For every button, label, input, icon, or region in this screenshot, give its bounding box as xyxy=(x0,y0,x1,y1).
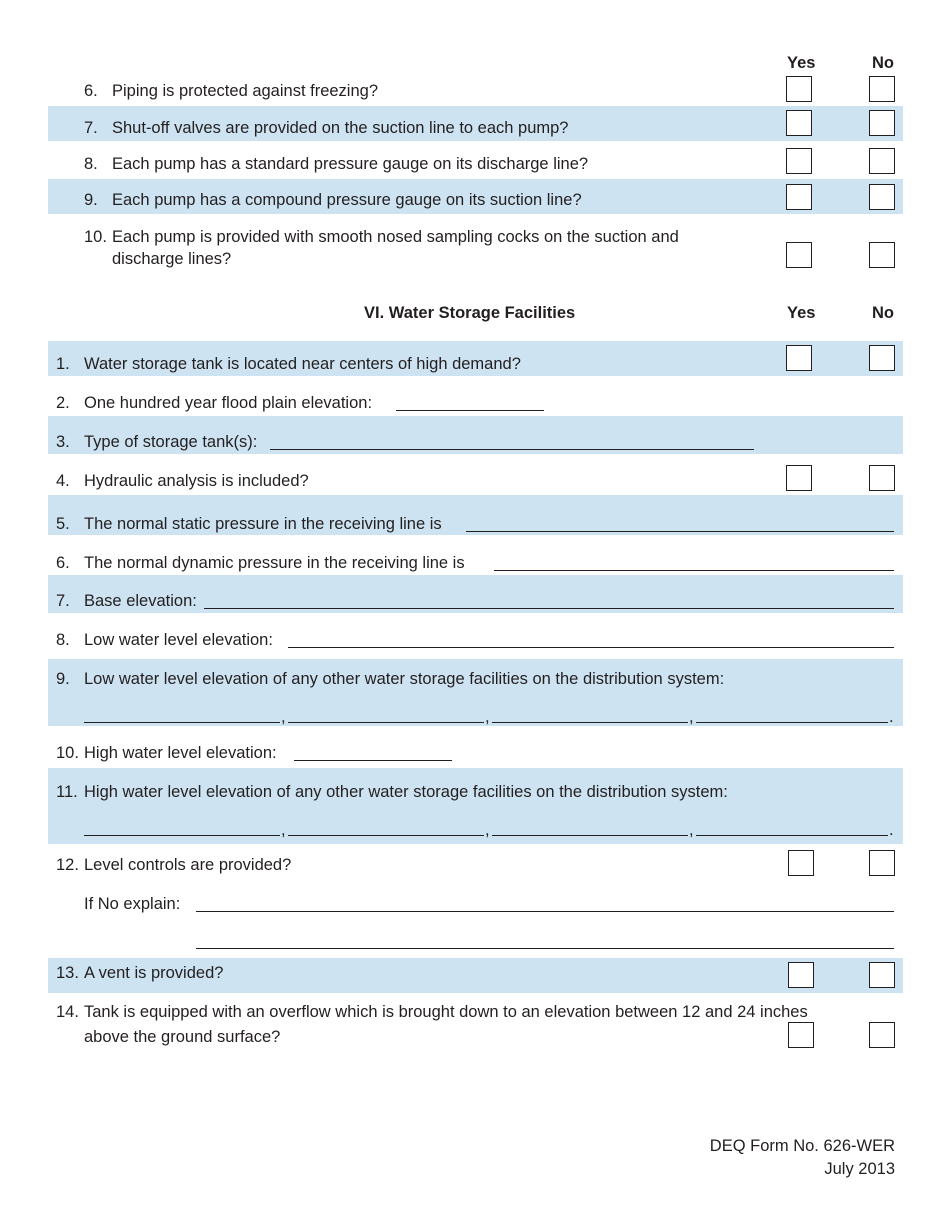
item-number: 9. xyxy=(84,191,98,209)
other-low-level-field-4[interactable] xyxy=(696,722,888,723)
question-text: Level controls are provided? xyxy=(84,856,292,874)
item-number: 10. xyxy=(56,744,79,762)
field-separator: , xyxy=(485,708,490,726)
no-checkbox[interactable] xyxy=(869,1022,895,1048)
item-number: 6. xyxy=(84,82,98,100)
no-checkbox[interactable] xyxy=(869,110,895,136)
flood-plain-elevation-field[interactable] xyxy=(396,410,544,411)
section-title: VI. Water Storage Facilities xyxy=(364,304,576,322)
item-number: 3. xyxy=(56,433,70,451)
question-text: High water level elevation of any other water storage facilities on the distribution system: xyxy=(84,783,728,801)
question-text-continued: discharge lines? xyxy=(112,250,232,268)
field-separator: , xyxy=(689,708,694,726)
question-text: High water level elevation: xyxy=(84,744,277,762)
question-text: Piping is protected against freezing? xyxy=(112,82,378,100)
question-text: Water storage tank is located near centers of high demand? xyxy=(84,355,521,373)
item-number: 7. xyxy=(84,119,98,137)
item-number: 7. xyxy=(56,592,70,610)
question-text: The normal dynamic pressure in the receiving line is xyxy=(84,554,465,572)
no-checkbox[interactable] xyxy=(869,184,895,210)
question-text-continued: above the ground surface? xyxy=(84,1028,281,1046)
yes-checkbox[interactable] xyxy=(786,242,812,268)
field-terminator: . xyxy=(889,708,894,726)
question-text: A vent is provided? xyxy=(84,964,224,982)
no-checkbox[interactable] xyxy=(869,242,895,268)
yes-checkbox[interactable] xyxy=(786,345,812,371)
question-text: Tank is equipped with an overflow which is brought down to an elevation between 12 and 24 inches xyxy=(84,1003,808,1021)
no-column-header: No xyxy=(872,54,894,72)
field-separator: , xyxy=(281,708,286,726)
question-text: Hydraulic analysis is included? xyxy=(84,472,309,490)
no-checkbox[interactable] xyxy=(869,850,895,876)
yes-checkbox[interactable] xyxy=(788,850,814,876)
field-terminator: . xyxy=(889,821,894,839)
question-text: Low water level elevation: xyxy=(84,631,273,649)
yes-checkbox[interactable] xyxy=(786,148,812,174)
question-text: Shut-off valves are provided on the suction line to each pump? xyxy=(112,119,569,137)
item-number: 12. xyxy=(56,856,79,874)
row-band xyxy=(48,768,903,844)
question-text: Each pump has a standard pressure gauge on its discharge line? xyxy=(112,155,589,173)
item-number: 10. xyxy=(84,228,107,246)
no-checkbox[interactable] xyxy=(869,962,895,988)
field-separator: , xyxy=(281,821,286,839)
item-number: 5. xyxy=(56,515,70,533)
item-number: 4. xyxy=(56,472,70,490)
item-number: 1. xyxy=(56,355,70,373)
yes-checkbox[interactable] xyxy=(788,962,814,988)
item-number: 13. xyxy=(56,964,79,982)
item-number: 14. xyxy=(56,1003,79,1021)
form-date: July 2013 xyxy=(824,1160,895,1178)
form-number: DEQ Form No. 626-WER xyxy=(709,1137,895,1155)
no-checkbox[interactable] xyxy=(869,148,895,174)
yes-checkbox[interactable] xyxy=(788,1022,814,1048)
question-text: Type of storage tank(s): xyxy=(84,433,258,451)
item-number: 9. xyxy=(56,670,70,688)
item-number: 2. xyxy=(56,394,70,412)
field-separator: , xyxy=(689,821,694,839)
item-number: 6. xyxy=(56,554,70,572)
yes-checkbox[interactable] xyxy=(786,76,812,102)
other-low-level-field-3[interactable] xyxy=(492,722,688,723)
question-text: The normal static pressure in the receiving line is xyxy=(84,515,442,533)
other-high-level-field-3[interactable] xyxy=(492,835,688,836)
no-column-header: No xyxy=(872,304,894,322)
yes-checkbox[interactable] xyxy=(786,184,812,210)
item-number: 11. xyxy=(56,783,78,801)
storage-tank-type-field[interactable] xyxy=(270,449,754,450)
other-high-level-field-2[interactable] xyxy=(288,835,484,836)
base-elevation-field[interactable] xyxy=(204,608,894,609)
form-footer xyxy=(710,1135,895,1181)
item-number: 8. xyxy=(56,631,70,649)
other-low-level-field-2[interactable] xyxy=(288,722,484,723)
question-text: One hundred year flood plain elevation: xyxy=(84,394,373,412)
explain-field-line-2[interactable] xyxy=(196,948,894,949)
high-water-level-field[interactable] xyxy=(294,760,452,761)
question-text: Low water level elevation of any other water storage facilities on the distribution system: xyxy=(84,670,725,688)
explain-label: If No explain: xyxy=(84,895,181,913)
no-checkbox[interactable] xyxy=(869,465,895,491)
other-high-level-field-1[interactable] xyxy=(84,835,280,836)
explain-field-line-1[interactable] xyxy=(196,911,894,912)
low-water-level-field[interactable] xyxy=(288,647,894,648)
field-separator: , xyxy=(485,821,490,839)
no-checkbox[interactable] xyxy=(869,345,895,371)
no-checkbox[interactable] xyxy=(869,76,895,102)
item-number: 8. xyxy=(84,155,98,173)
question-text: Each pump is provided with smooth nosed sampling cocks on the suction and xyxy=(112,228,679,246)
yes-column-header: Yes xyxy=(787,54,816,72)
yes-checkbox[interactable] xyxy=(786,465,812,491)
other-low-level-field-1[interactable] xyxy=(84,722,280,723)
static-pressure-field[interactable] xyxy=(466,531,894,532)
dynamic-pressure-field[interactable] xyxy=(494,570,894,571)
yes-checkbox[interactable] xyxy=(786,110,812,136)
other-high-level-field-4[interactable] xyxy=(696,835,888,836)
question-text: Base elevation: xyxy=(84,592,197,610)
yes-column-header: Yes xyxy=(787,304,816,322)
question-text: Each pump has a compound pressure gauge on its suction line? xyxy=(112,191,582,209)
